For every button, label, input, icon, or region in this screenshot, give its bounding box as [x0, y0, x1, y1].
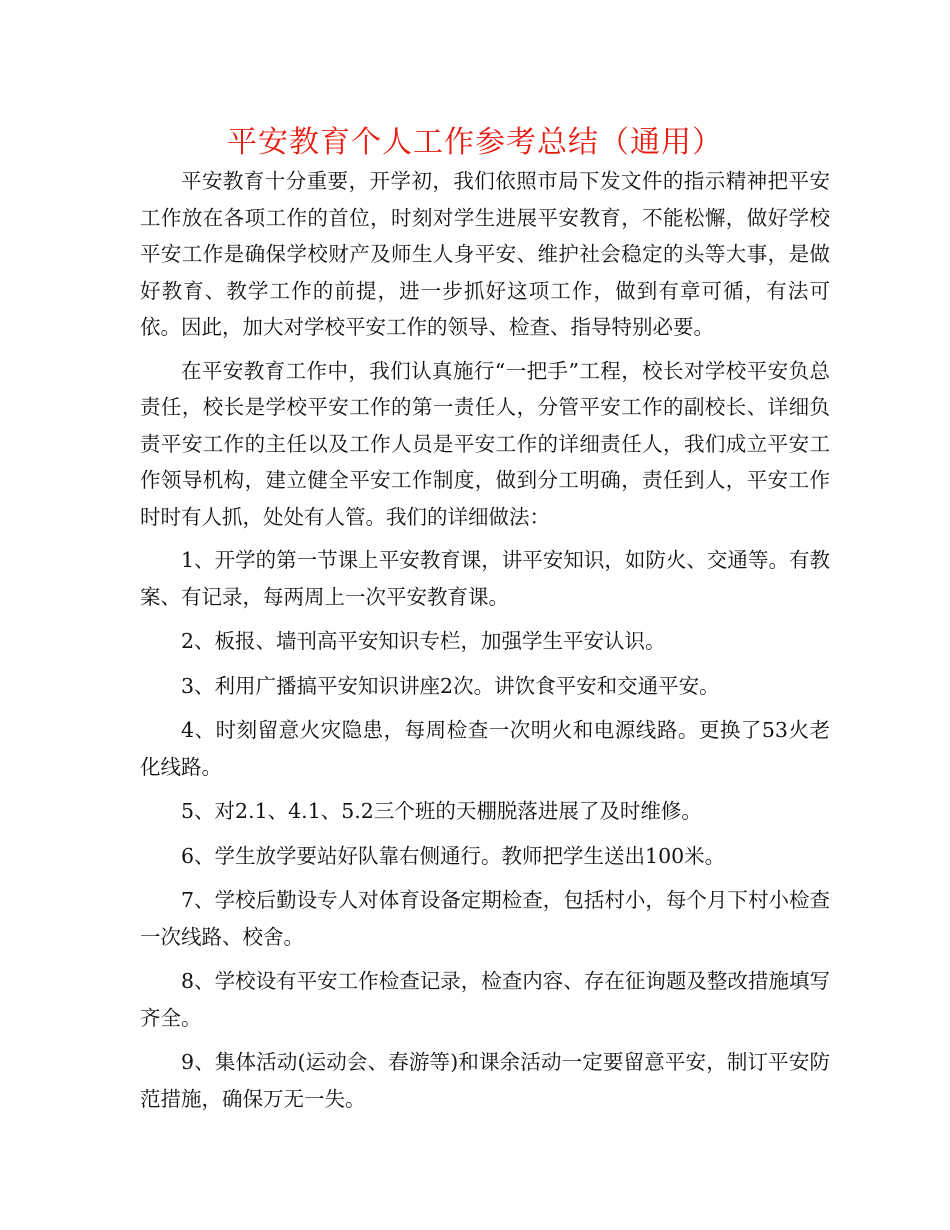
list-item: 6、学生放学要站好队靠右侧通行。教师把学生送出100米。 — [181, 843, 726, 868]
list-item: 8、学校设有平安工作检查记录，检查内容、存在征询题及整改措施填写齐全。 — [140, 969, 830, 1030]
list-item: 4、时刻留意火灾隐患，每周检查一次明火和电源线路。更换了53火老化线路。 — [140, 718, 830, 779]
list-item: 3、利用广播搞平安知识讲座2次。讲饮食平安和交通平安。 — [181, 673, 720, 698]
paragraph-intro: 平安教育十分重要，开学初，我们依照市局下发文件的指示精神把平安工作放在各项工作的首位，时刻对学生进展平安教育，不能松懈，做好学校平安工作是确保学校财产及师生人身平安、维护社会稳定的头等大事，是做好教育、教学工作的前提，进一步抓好这项工作，做到有章可循，有法可依。因此，加大对学校平安工作的领导、检查、指导特别必要。 — [140, 169, 830, 339]
list-item: 2、板报、墙刊高平安知识专栏，加强学生平安认识。 — [181, 629, 666, 653]
document-title: 平安教育个人工作参考总结（通用） — [227, 125, 723, 160]
list-item: 9、集体活动(运动会、春游等)和课余活动一定要留意平安，制订平安防范措施，确保万无一失。 — [140, 1050, 830, 1111]
list-item: 1、开学的第一节课上平安教育课，讲平安知识，如防火、交通等。有教案、有记录，每两周上一次平安教育课。 — [140, 548, 830, 609]
list-item: 7、学校后勤设专人对体育设备定期检查，包括村小，每个月下村小检查一次线路、校舍。 — [140, 888, 830, 949]
list-item: 5、对2.1、4.1、5.2三个班的天棚脱落进展了及时维修。 — [181, 799, 702, 823]
paragraph-responsibility: 在平安教育工作中，我们认真施行“一把手”工程，校长对学校平安负总责任，校长是学校平安工作的第一责任人，分管平安工作的副校长、详细负责平安工作的主任以及工作人员是平安工作的详细责任人，我们成立平安工作领导机构，建立健全平安工作制度，做到分工明确，责任到人，平安工作时时有人抓，处处有人管。我们的详细做法： — [140, 358, 830, 529]
document-body — [140, 163, 830, 1125]
